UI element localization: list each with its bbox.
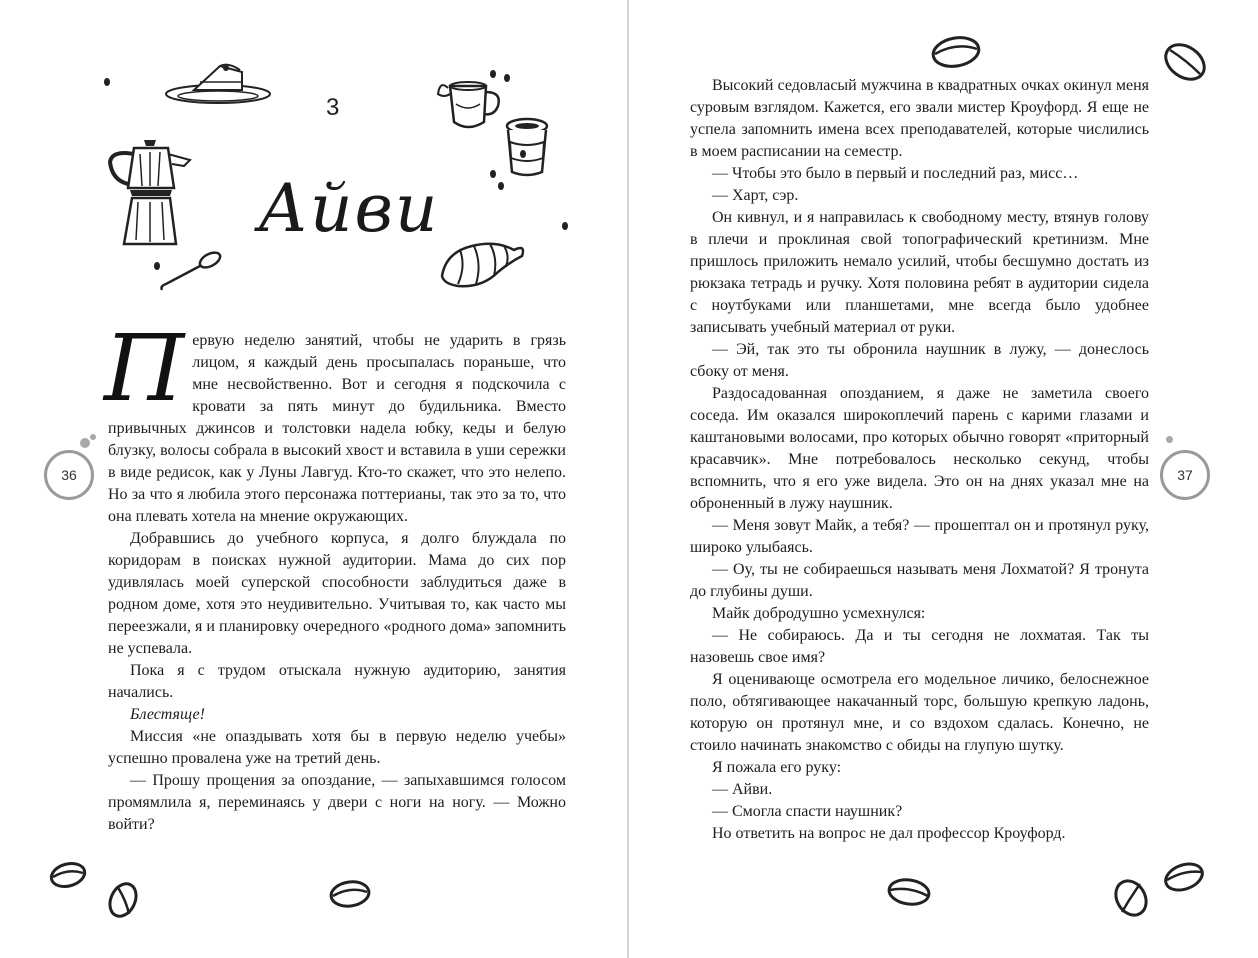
paragraph: — Харт, сэр. [712, 187, 799, 204]
paragraph: — Не собираюсь. Да и ты сегодня не лохматая. Так ты назовешь свое имя? [690, 627, 1149, 666]
paragraph: Первую неделю занятий, чтобы не ударить в грязь лицом, я каждый день просыпалась пораньше, что мне несвойственно. Вот и сегодня я подскочила с кровати за пять минут до будильника. Вместо привычных джинсов и толстовки надела юбку, кеды и белую блузку, волосы собрала в высокий хвост и вставила в уши сережки в виде редисок, как у Луны Лавгуд. Кто-то скажет, что это нелепо. Но за что я любила этого персонажа поттерианы, так это за то, что она плевать хотела на мнение окружающих. [104, 315, 566, 525]
chapter-title: Айви [258, 170, 440, 247]
coffee-bean-icon [48, 860, 88, 890]
left-page [0, 0, 627, 958]
paragraph: — Смогла спасти наушник? [712, 803, 903, 820]
paragraph: — Эй, так это ты обронила наушник в лужу, — донеслось сбоку от меня. [690, 341, 1149, 380]
ink-splash-dot [1166, 436, 1173, 443]
paragraph: Но ответить на вопрос не дал профессор Кроуфорд. [712, 825, 1066, 842]
page-number-left: 36 [44, 450, 94, 500]
paragraph: — Оу, ты не собираешься называть меня Лохматой? Я тронута до глубины души. [690, 561, 1149, 600]
paragraph: Блестяще! [130, 706, 205, 723]
bean-dot [504, 74, 510, 82]
paragraph: Высокий седовласый мужчина в квадратных очках окинул меня суровым взглядом. Кажется, его звали мистер Кроуфорд. Я еще не успела запомнить имена всех преподавателей, которые числились в моем расписании на семестр. [690, 77, 1149, 160]
coffee-bean-icon [1160, 40, 1210, 84]
coffee-bean-icon [886, 876, 932, 908]
paragraph: — Чтобы это было в первый и последний раз, мисс… [712, 165, 1079, 182]
paragraph: Раздосадованная опозданием, я даже не заметила своего соседа. Им оказался широкоплечий парень с карими глазами и каштановыми волосами, про которых обычно говорят «приторный красавчик». Мне потребовалось несколько секунд, чтобы вспомнить, что я его уже видела. Это он на днях указал мне на оброненный в лужу наушник. [690, 385, 1149, 512]
paragraph: Он кивнул, и я направилась к свободному месту, втянув голову в плечи и проклиная свой топографический кретинизм. Мне пришлось приложить немало усилий, чтобы бесшумно достать из рюкзака тетрадь и ручку. Хотя половина ребят в аудитории сидела с ноутбуками или планшетами, мне всегда было удобнее записывать учебный материал от руки. [690, 209, 1149, 336]
paragraph: Добравшись до учебного корпуса, я долго блуждала по коридорам в поисках нужной аудитории. Мама до сих пор удивлялась моей суперской способности заблудиться даже в родном доме, хотя это неудивительно. Учитывая то, как часто мы переезжали, я и планировку очередного «родного дома» запомнить не успевала. [108, 530, 566, 657]
paragraph: — Айви. [712, 781, 773, 798]
paragraph: Миссия «не опаздывать хотя бы в первую неделю учебы» успешно провалена уже на третий день. [108, 728, 566, 767]
croissant-icon [436, 232, 528, 292]
bean-dot [490, 70, 496, 78]
bean-dot [520, 150, 526, 158]
bean-dot [104, 78, 110, 86]
page-number-right: 37 [1160, 450, 1210, 500]
coffee-bean-icon [930, 34, 982, 70]
left-body-text [104, 315, 566, 836]
coffee-bean-icon [328, 878, 372, 910]
paragraph: — Прошу прощения за опоздание, — запыхавшимся голосом промямлила я, переминаясь у двери с ноги на ногу. — Можно войти? [108, 772, 566, 833]
paragraph: Я оценивающе осмотрела его модельное личико, белоснежное поло, обтягивающее накачанный торс, большую крепкую ладонь, которую он протянул мне, и со вздохом сдалась. Конечно, не стоило начинать знакомство с обиды на глупую шутку. [690, 671, 1149, 754]
spoon-icon [156, 248, 226, 296]
ink-splash-dot [90, 434, 96, 440]
ink-splash-dot [80, 438, 90, 448]
paragraph: Майк добродушно усмехнулся: [712, 605, 926, 622]
drop-cap: П [104, 315, 185, 422]
creamer-jug-icon [434, 74, 512, 136]
book-gutter [627, 0, 629, 958]
chapter-number: 3 [326, 94, 340, 121]
bean-dot [498, 182, 504, 190]
moka-pot-icon [104, 136, 200, 252]
coffee-cup-icon [502, 116, 552, 180]
coffee-bean-icon [1162, 860, 1206, 894]
bean-dot [154, 262, 160, 270]
paragraph: Я пожала его руку: [712, 759, 842, 776]
bean-dot [490, 170, 496, 178]
right-page [630, 0, 1258, 958]
coffee-bean-icon [1110, 876, 1152, 920]
paragraph: — Меня зовут Майк, а тебя? — прошептал он и протянул руку, широко улыбаясь. [690, 517, 1149, 556]
coffee-bean-icon [104, 880, 142, 920]
right-body-text [690, 75, 1149, 845]
cake-slice-icon [160, 58, 276, 110]
bean-dot [562, 222, 568, 230]
paragraph: Пока я с трудом отыскала нужную аудиторию, занятия начались. [108, 662, 566, 701]
